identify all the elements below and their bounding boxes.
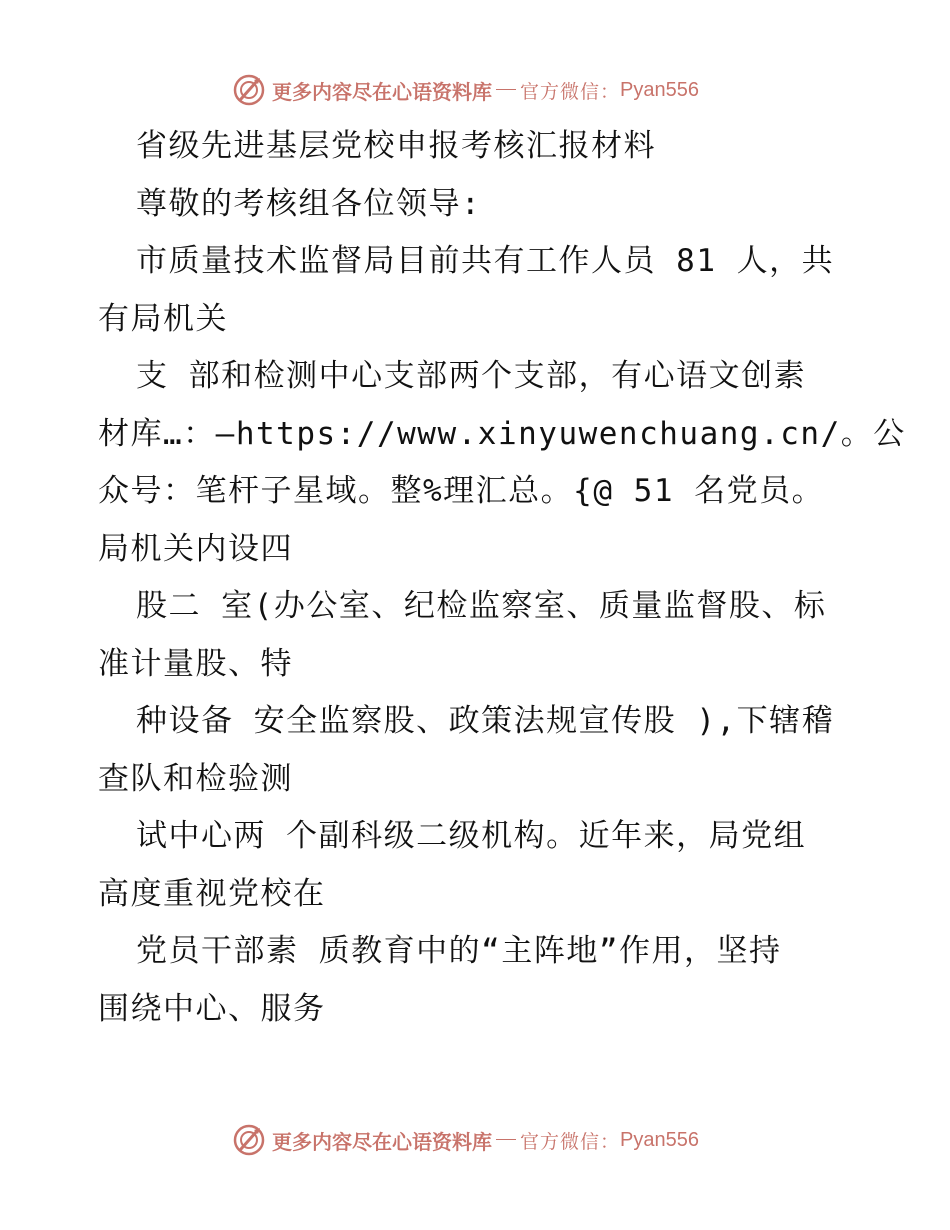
body-line: 市质量技术监督局目前共有工作人员 81 人，共 <box>136 243 835 279</box>
body-line: 高度重视党校在 <box>98 875 326 912</box>
watermark-logo-icon <box>232 1123 266 1157</box>
watermark-sub-text: 官方微信： <box>520 80 621 103</box>
watermark-dash <box>496 1139 516 1140</box>
watermark-dash <box>496 89 516 90</box>
body-line: 围绕中心、服务 <box>98 990 326 1027</box>
watermark-id-text: Pyan556 <box>620 1128 699 1151</box>
watermark-id-text: Pyan556 <box>620 78 699 101</box>
body-line: 种设备 安全监察股、政策法规宣传股 ),下辖稽 <box>136 703 835 739</box>
watermark-banner-top <box>232 72 699 108</box>
body-line: 股二 室(办公室、纪检监察室、质量监督股、标 <box>136 588 827 624</box>
body-line: 党员干部素 质教育中的“主阵地”作用，坚持 <box>136 933 782 969</box>
body-line: 试中心两 个副科级二级机构。近年来，局党组 <box>136 818 807 854</box>
watermark-main-text: 更多内容尽在心语资料库 <box>272 1129 492 1154</box>
body-line: 准计量股、特 <box>98 645 293 682</box>
body-line: 局机关内设四 <box>98 530 293 567</box>
watermark-banner-bottom <box>232 1122 699 1158</box>
body-line: 有局机关 <box>98 300 228 337</box>
body-line: 众号：笔杆子星域。整%理汇总。{@ 51 名党员。 <box>98 473 825 509</box>
body-line: 支 部和检测中心支部两个支部，有心语文创素 <box>136 358 807 394</box>
watermark-logo-icon <box>232 73 266 107</box>
body-line: 查队和检验测 <box>98 760 293 797</box>
watermark-main-text: 更多内容尽在心语资料库 <box>272 79 492 104</box>
watermark-sub-text: 官方微信： <box>520 1130 621 1153</box>
body-line: 省级先进基层党校申报考核汇报材料 <box>136 128 656 164</box>
document-body <box>98 118 906 1038</box>
body-line: 尊敬的考核组各位领导: <box>136 185 482 222</box>
body-line: 材库…：—https://www.xinyuwenchuang.cn/。公 <box>98 415 906 452</box>
